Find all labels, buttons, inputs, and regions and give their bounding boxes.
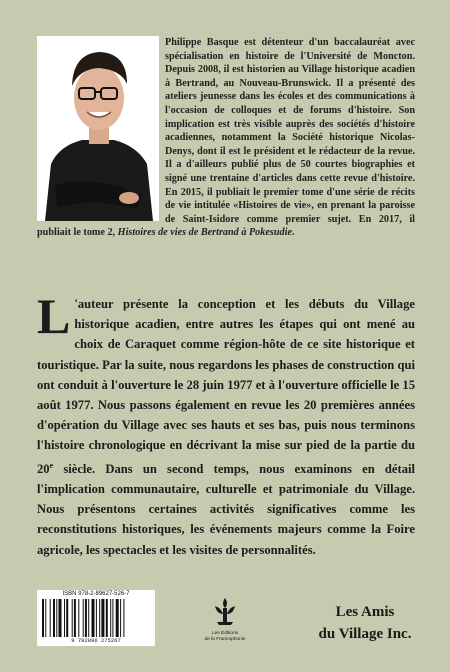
publisher-name-line1: Les Éditions — [211, 631, 239, 636]
barcode-digits: 9 782896 275267 — [71, 637, 121, 644]
barcode — [37, 590, 155, 646]
summary-text-2: siècle. Dans un second temps, nous examinons en détail l'implication communautaire, culturelle et patrimoniale du Village. Nous présentons certaines activités significatives comme les reconstitutions historiques, les événements majeurs comme la Foire agricole, les spectacles et les visites de personnalités. — [37, 461, 415, 557]
book-summary — [37, 288, 415, 560]
author-bio — [37, 36, 415, 240]
summary-superscript: e — [49, 460, 54, 470]
author-bio-end: . — [291, 227, 295, 239]
partner-line2: du Village Inc. — [318, 626, 412, 642]
partner-line1: Les Amis — [335, 604, 395, 620]
publisher-logo-icon — [211, 596, 239, 626]
dropcap: L — [37, 288, 71, 344]
author-book-title: Histoires de vies de Bertrand à Pokesudie — [117, 227, 292, 239]
publisher-name-line2: de la Francophonie — [204, 637, 246, 642]
author-bio-text: Philippe Basque est détenteur d'un baccalauréat avec spécialisation en histoire de l'Université de Moncton. Depuis 2008, il est historien au Village historique acadien à Bertrand, au Nouveau-Brunswick. Il a présenté des ateliers jeunesse dans les écoles et des communications à l'occasion de colloques et de forums d'histoire. Son implication est très visible auprès des sociétés d'histoire acadiennes, notamment la Société historique Nicolas-Denys, dont il est le président et le rédacteur de la revue. Il a d'ailleurs publié plus de 50 courtes biographies et signé une trentaine d'articles dans cette revue d'histoire. En 2015, il publiait le premier tome d'une série de récits de vie intitulée «Histoires de vie», en prenant la paroisse de Saint-Isidore comme premier sujet. En 2017, il publiait le tome 2, — [37, 37, 415, 239]
publisher — [195, 596, 255, 643]
barcode-icon — [42, 599, 150, 637]
partner-name — [300, 601, 430, 645]
summary-text-1: 'auteur présente la conception et les débuts du Village historique acadien, entre autres les étapes qui ont mené au choix de Caraquet comme région-hôte de ce site historique et touristique. Par la suite, nous regardons les phases de construction qui ont conduit à l'ouverture le 28 juin 1977 et à l'ouverture officielle le 15 août 1977. Nous passons également en revue les 20 premières années d'opération du Village avec ses hauts et ses bas, puis nous terminons l'histoire chronologique en décrivant la mise sur pied de la partie du 20 — [37, 297, 415, 476]
isbn-label: ISBN 978-2-89627-526-7 — [62, 591, 130, 597]
